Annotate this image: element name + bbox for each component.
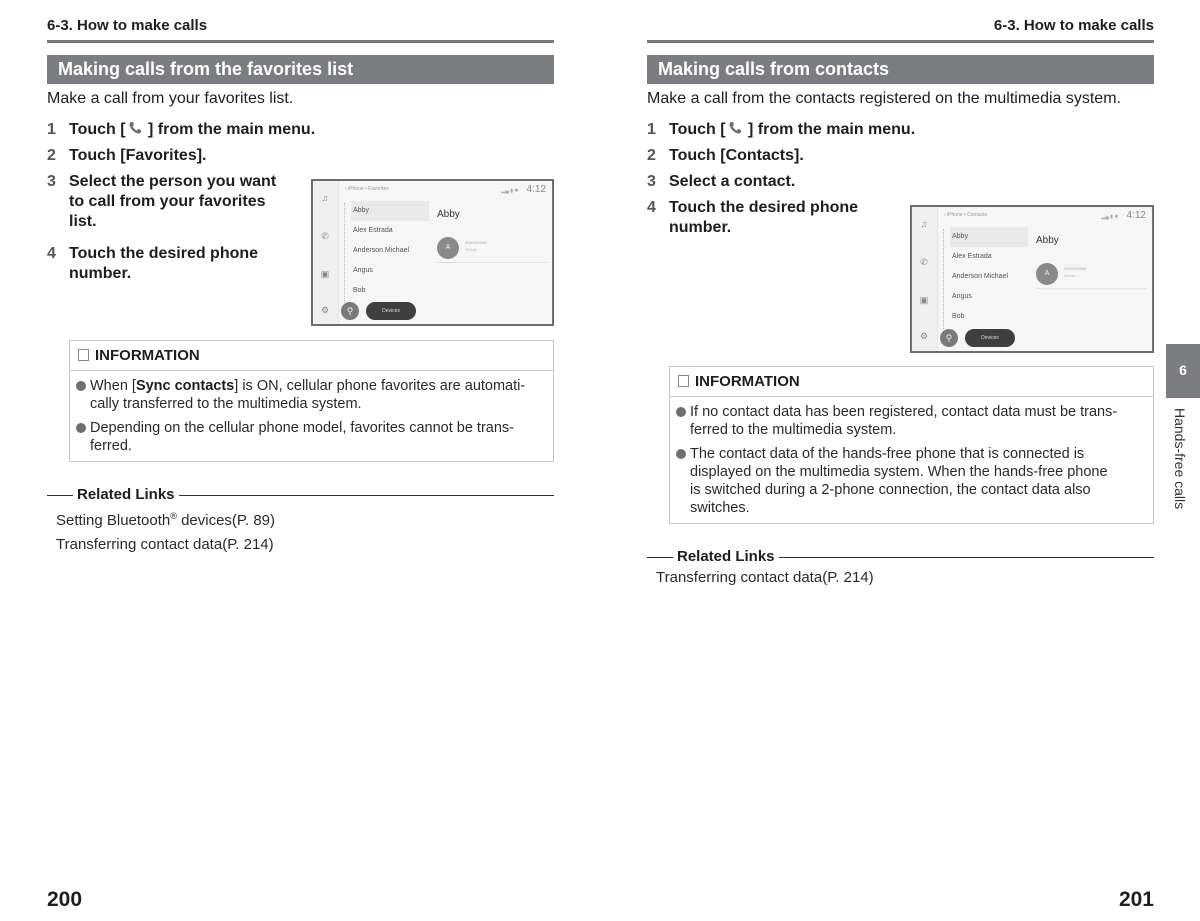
related-links-title: Related Links [77,486,179,503]
list-item: Bob [353,287,366,294]
music-icon: ♫ [321,193,329,203]
related-links-title: Related Links [677,548,779,565]
bullet-icon [676,449,686,459]
page-number: 200 [47,888,83,911]
clock: 4:12 [1126,210,1146,221]
chapter-tab[interactable]: 6 [1166,344,1200,398]
info-bullet: When [Sync contacts] is ON, cellular phone favorites are automati- cally transferred to the multimedia system. [76,377,545,413]
breadcrumb: ‹ iPhone • Contacts [944,212,987,218]
section-intro: Make a call from your favorites list. [47,90,294,107]
alphabet-index [344,203,346,303]
left-page: 6-3. How to make calls Making calls from the favorites list Make a call from your favorites list. 1 Touch [ ] from the main menu. 2 Touch [Favorites]. 3 Select the person you want to call from your favorites list. 4 Touch the desired phone number. ♫ ✆ ▣ ⚙ ‹ iPhone • Favorites ▂▄ ▮ ✱ 4:12 Abby Alex Estrada Anderson Michael Angus Bob Abby A 0000000000 Mobile ⚲ Devices INFORMATION When [Sync contacts] is ON, cellular phone favorites are automati- cally transferred to the multimedia system. Depending on the cellular phone model, favorites cannot be trans- ferred. Related Links Setting Bluetooth® devices(P. 89) Transferring contact data(P. 214) 200 [47,0,554,921]
signal-icon: ▂▄ ▮ ✱ [1101,214,1119,220]
information-box [669,366,1154,524]
devices-button: Devices [366,302,416,320]
alphabet-index [943,229,945,329]
detail-name: Abby [437,209,460,220]
right-page: 6-3. How to make calls Making calls from contacts Make a call from the contacts registered on the multimedia system. 1 Touch [ ] from the main menu. 2 Touch [Contacts]. 3 Select a contact. 4 Touch the desired phone number. ♫ ✆ ▣ ⚙ ‹ iPhone • Contacts ▂▄ ▮ ✱ 4:12 Abby Alex Estrada Anderson Michael Angus Bob Abby A 0000000000 Mobile ⚲ Devices INFORMATION If no contact data has been registered, contact data must be trans- ferred to the multimedia system. The contact data of the hands-free phone that is connected is displayed on the multimedia system. When the hands-free phone is switched during a 2-phone connection, the contact data also switches. Related Links Transferring contact data(P. 214) 201 [647,17,1154,911]
step-number: 1 [47,121,56,138]
car-icon: ▣ [320,269,330,279]
status-bar [501,184,546,195]
gear-icon: ⚙ [919,331,929,341]
related-links [47,486,554,557]
section-title: Making calls from contacts [647,55,1154,84]
list-item: Alex Estrada [353,227,393,234]
phone-type: Mobile [465,247,477,252]
bullet-icon [76,423,86,433]
bullet-icon [76,381,86,391]
contacts-screenshot [910,205,1154,353]
list-item: Alex Estrada [952,253,992,260]
side-rail [912,207,938,351]
phone-icon [728,121,742,135]
phone-icon [128,121,142,135]
information-title: INFORMATION [695,373,800,390]
running-head: 6-3. How to make calls [993,17,1154,34]
phone-number: 0000000000 [1064,266,1087,271]
search-icon: ⚲ [940,329,958,347]
list-item: Anderson Michael [353,247,410,254]
chapter-tab-label: Hands-free calls [1172,408,1188,510]
contact-list [351,201,429,301]
info-bullet: If no contact data has been registered, contact data must be trans- ferred to the multimedia system. [676,403,1145,439]
header-rule [647,40,1154,43]
phone-icon: ✆ [321,231,329,241]
contact-list [950,227,1028,327]
related-link[interactable]: Transferring contact data(P. 214) [56,536,274,553]
book-icon [78,349,89,361]
status-bar [1101,210,1146,221]
list-item: Abby [351,201,429,221]
favorites-screenshot [311,179,554,326]
page-number: 201 [1118,888,1154,911]
search-icon: ⚲ [341,302,359,320]
section-intro: Make a call from the contacts registered on the multimedia system. [647,90,1121,107]
breadcrumb: ‹ iPhone • Favorites [345,186,389,192]
devices-button: Devices [965,329,1015,347]
detail-name: Abby [1036,235,1059,246]
list-item: Anderson Michael [952,273,1009,280]
phone-number: 0000000000 [465,240,488,245]
side-rail [313,181,339,324]
list-item: Bob [952,313,965,320]
section-title: Making calls from the favorites list [47,55,554,84]
list-item: Angus [952,293,972,300]
bullet-icon [676,407,686,417]
related-link[interactable]: Transferring contact data(P. 214) [656,569,874,586]
avatar: A [1036,263,1058,285]
information-box [69,340,554,462]
clock: 4:12 [526,184,546,195]
related-link[interactable]: Setting Bluetooth® devices(P. 89) [56,511,276,529]
music-icon: ♫ [920,219,928,229]
phone-type: Mobile [1064,273,1076,278]
header-rule [47,40,554,43]
gear-icon: ⚙ [320,305,330,315]
related-links [647,548,1154,590]
info-bullet: Depending on the cellular phone model, favorites cannot be trans- ferred. [76,419,545,455]
phone-icon: ✆ [920,257,928,267]
list-item: Angus [353,267,373,274]
list-item: Abby [950,227,1028,247]
information-title: INFORMATION [95,347,200,364]
divider [1036,288,1146,289]
car-icon: ▣ [919,295,929,305]
signal-icon: ▂▄ ▮ ✱ [501,188,519,194]
info-bullet: The contact data of the hands-free phone that is connected is displayed on the multimedia system. When the hands-free phone is switched during a 2-phone connection, the contact data also switches. [676,445,1145,517]
book-icon [678,375,689,387]
divider [437,262,547,263]
avatar: A [437,237,459,259]
running-head: 6-3. How to make calls [47,17,208,34]
